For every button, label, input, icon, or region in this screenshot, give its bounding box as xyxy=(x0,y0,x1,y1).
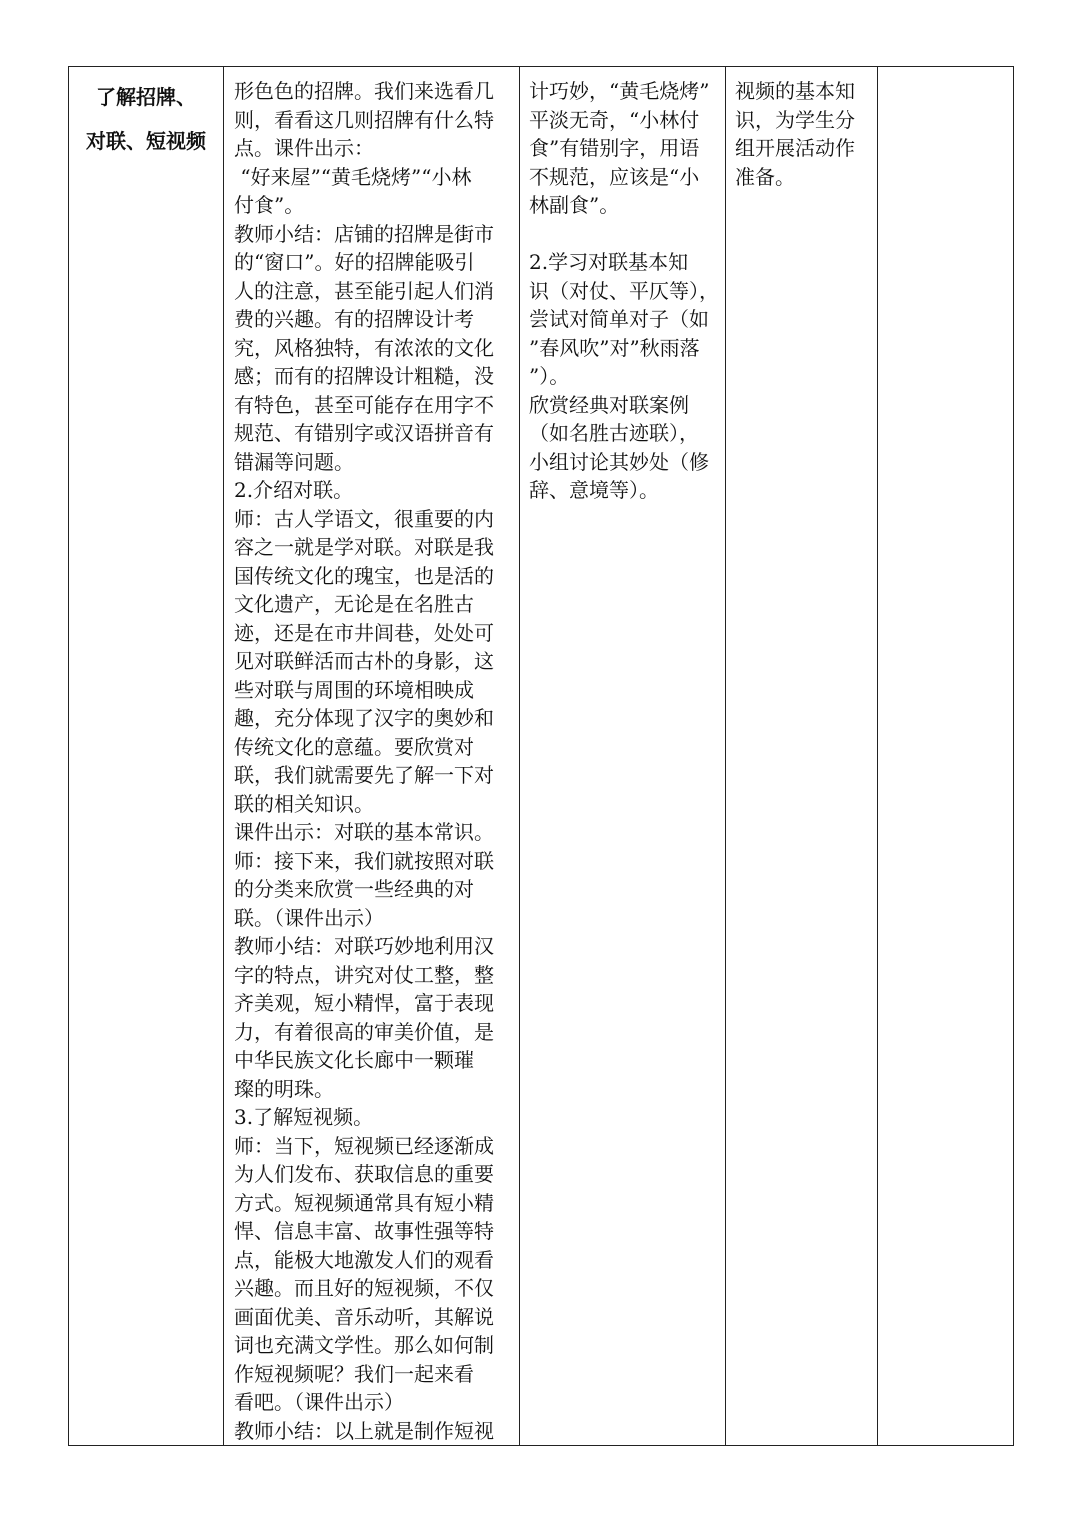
text-line: 联。（课件出示） xyxy=(234,905,384,930)
text-line: 字的特点，讲究对仗工整，整 xyxy=(234,962,494,987)
topic-label: 了解招牌、 对联、短视频 xyxy=(86,85,206,153)
text-line: 璨的明珠。 xyxy=(234,1076,334,1101)
text-line: 组开展活动作 xyxy=(735,136,855,160)
text-line: 欣赏经典对联案例 xyxy=(529,392,689,417)
text-line: 文化遗产，无论是在名胜古 xyxy=(234,592,474,616)
text-line: 师：当下，短视频已经逐渐成 xyxy=(234,1133,494,1158)
text-line: 中华民族文化长廊中一颗璀 xyxy=(234,1048,474,1072)
student-activity-text xyxy=(520,67,725,505)
text-line: 2.介绍对联。 xyxy=(234,478,354,502)
design-intent-text xyxy=(726,67,877,191)
text-line: 感；而有的招牌设计粗糙，没 xyxy=(234,364,494,388)
text-line: 联，我们就需要先了解一下对 xyxy=(234,763,494,787)
text-line: 词也充满文学性。那么如何制 xyxy=(234,1333,494,1357)
text-line: 些对联与周围的环境相映成 xyxy=(234,677,474,702)
text-line: 课件出示：对联的基本常识。 xyxy=(234,820,494,844)
text-line: 3.了解短视频。 xyxy=(234,1105,374,1129)
text-line: 看吧。（课件出示） xyxy=(234,1390,404,1414)
text-line: 错漏等问题。 xyxy=(234,449,354,474)
text-line: 不规范，应该是“小 xyxy=(529,164,700,189)
text-line: 尝试对简单对子（如 xyxy=(529,307,709,331)
notes-cell xyxy=(878,67,1014,1446)
lesson-plan-table xyxy=(68,66,1014,1446)
text-line: 究，风格独特，有浓浓的文化 xyxy=(234,335,494,360)
text-line: 迹，还是在市井闾巷，处处可 xyxy=(234,620,494,645)
student-activity-cell xyxy=(520,67,726,1446)
text-line: 林副食”。 xyxy=(529,193,620,217)
text-line: 兴趣。而且好的短视频，不仅 xyxy=(234,1276,494,1300)
text-line: （如名胜古迹联）， xyxy=(529,421,699,445)
text-line: 付食”。 xyxy=(234,193,305,217)
text-line: 2.学习对联基本知 xyxy=(529,250,689,274)
table-row xyxy=(69,67,1014,1446)
text-line: 的分类来欣赏一些经典的对 xyxy=(234,877,474,901)
text-line: 小组讨论其妙处（修 xyxy=(529,449,709,474)
text-line: 有特色，甚至可能存在用字不 xyxy=(234,392,494,417)
text-line: 师：古人学语文，很重要的内 xyxy=(234,506,494,531)
text-line: 计巧妙，“黄毛烧烤” xyxy=(529,79,710,103)
text-line: 则，看看这几则招牌有什么特 xyxy=(234,107,494,132)
text-line: 画面优美、音乐动听，其解说 xyxy=(234,1304,494,1329)
text-line: 力，有着很高的审美价值，是 xyxy=(234,1019,494,1044)
text-line: 费的兴趣。有的招牌设计考 xyxy=(234,307,474,331)
text-line: 联的相关知识。 xyxy=(234,791,374,816)
teacher-activity-cell xyxy=(224,67,520,1446)
text-line: 点。课件出示： xyxy=(234,136,374,160)
text-line: ”）。 xyxy=(529,364,570,388)
text-line: 辞、意境等）。 xyxy=(529,478,659,502)
text-line: 教师小结：对联巧妙地利用汉 xyxy=(234,934,494,958)
text-line: 视频的基本知 xyxy=(735,79,855,103)
text-line: 方式。短视频通常具有短小精 xyxy=(234,1190,494,1215)
text-line: 传统文化的意蕴。要欣赏对 xyxy=(234,734,474,759)
text-line: 师：接下来，我们就按照对联 xyxy=(234,848,494,873)
text-line: 作短视频呢？我们一起来看 xyxy=(234,1361,474,1386)
text-line: ”春风吹”对”秋雨落 xyxy=(529,335,700,360)
text-line: 国传统文化的瑰宝，也是活的 xyxy=(234,563,494,588)
text-line: 的“窗口”。好的招牌能吸引 xyxy=(234,250,475,274)
text-line: 形色色的招牌。我们来选看几 xyxy=(234,79,494,103)
text-line: 教师小结：以上就是制作短视 xyxy=(234,1418,494,1443)
text-line: 人的注意，甚至能引起人们消 xyxy=(234,278,494,303)
text-line: 食”有错别字，用语 xyxy=(529,136,700,160)
design-intent-cell xyxy=(726,67,878,1446)
text-line: 悍、信息丰富、故事性强等特 xyxy=(234,1219,494,1243)
text-line: 识，为学生分 xyxy=(735,107,855,132)
text-line: 识（对仗、平仄等）， xyxy=(529,278,719,303)
text-line: 平淡无奇，“小林付 xyxy=(529,107,700,132)
text-line: 准备。 xyxy=(735,164,795,189)
text-line: 见对联鲜活而古朴的身影，这 xyxy=(234,649,494,673)
text-line xyxy=(529,220,721,249)
text-line: 齐美观，短小精悍，富于表现 xyxy=(234,991,494,1015)
topic-cell xyxy=(69,67,224,1446)
text-line: 规范、有错别字或汉语拼音有 xyxy=(234,421,494,445)
teacher-activity-text xyxy=(224,67,519,1445)
text-line: 点，能极大地激发人们的观看 xyxy=(234,1247,494,1272)
text-line: 容之一就是学对联。对联是我 xyxy=(234,535,494,559)
text-line: “好来屋”“黄毛烧烤”“小林 xyxy=(234,164,472,189)
text-line: 趣，充分体现了汉字的奥妙和 xyxy=(234,706,494,730)
text-line: 为人们发布、获取信息的重要 xyxy=(234,1162,494,1186)
text-line: 教师小结：店铺的招牌是街市 xyxy=(234,221,494,246)
